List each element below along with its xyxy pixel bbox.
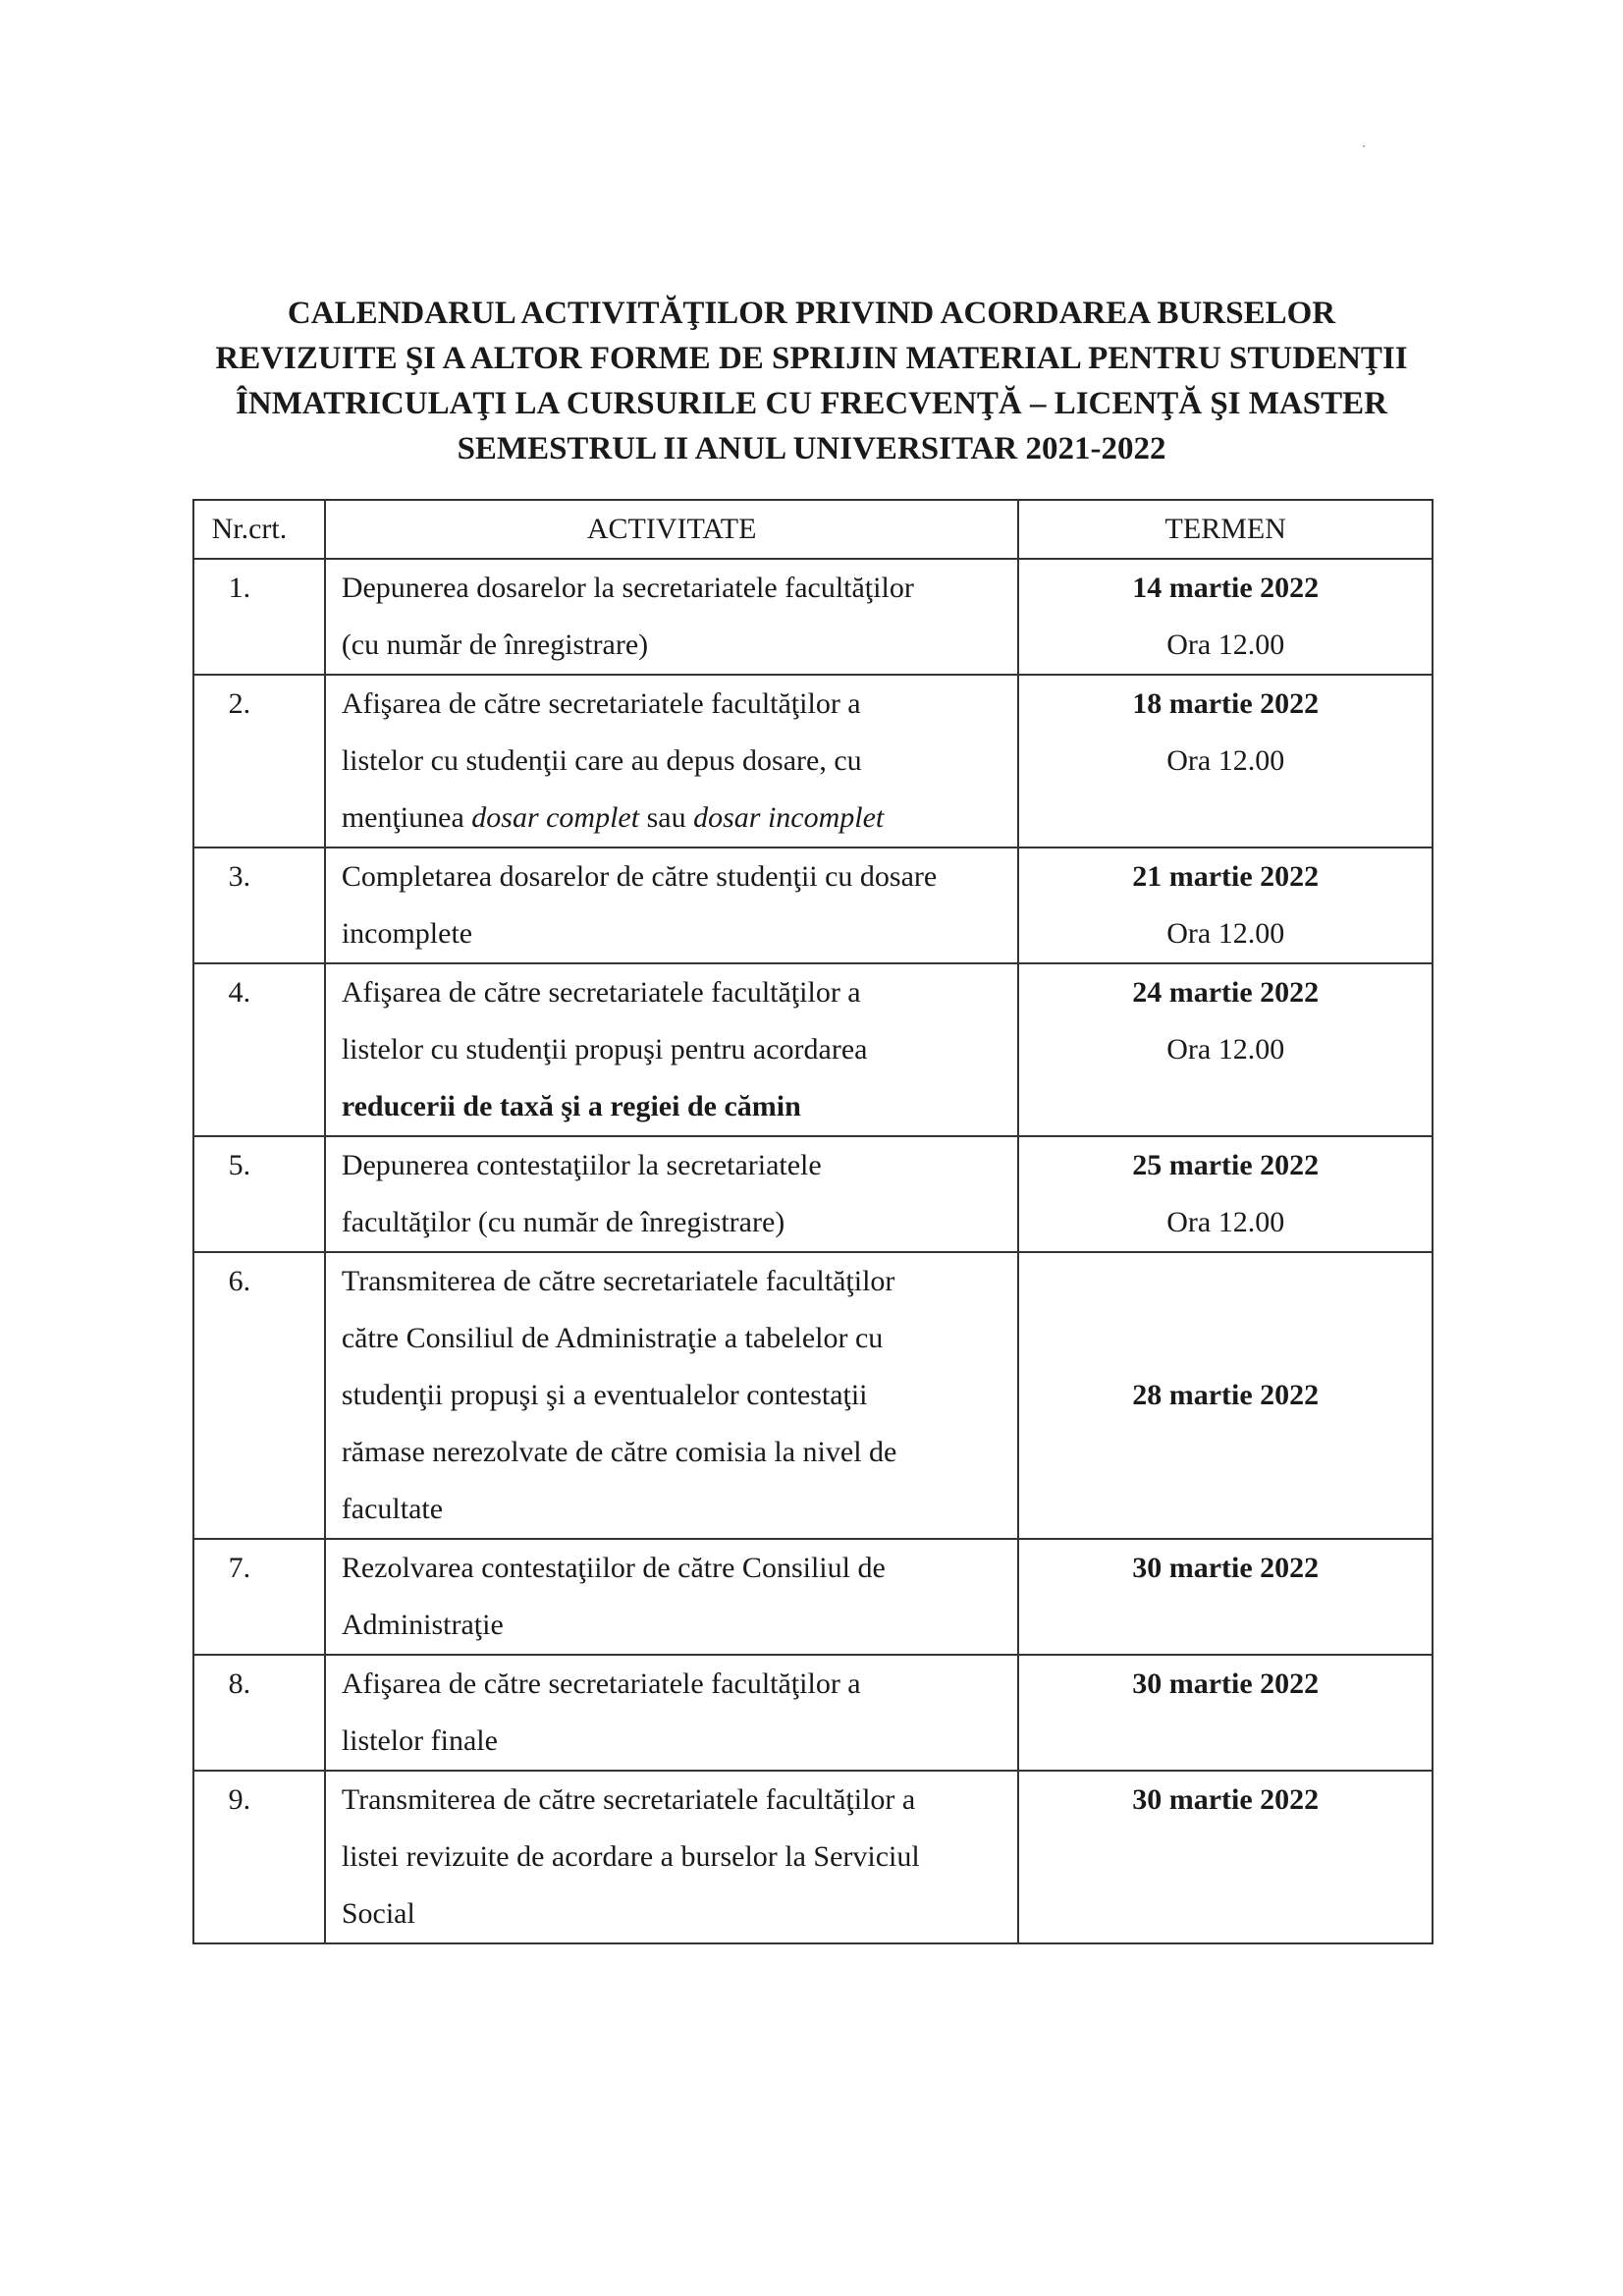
term-date: 30 martie 2022 [1132, 1667, 1320, 1700]
term-date: 25 martie 2022 [1132, 1149, 1320, 1181]
table-header-row [193, 500, 1433, 559]
term-date: 30 martie 2022 [1132, 1552, 1320, 1584]
activity-line [342, 790, 1010, 847]
row-number: 1. [193, 559, 325, 675]
title-line-3: ÎNMATRICULAŢI LA CURSURILE CU FRECVENŢĂ – LICENŢĂ ŞI MASTER [236, 386, 1387, 421]
title-line-2: REVIZUITE ŞI A ALTOR FORME DE SPRIJIN MATERIAL PENTRU STUDENŢII [215, 341, 1408, 376]
row-term [1018, 963, 1433, 1136]
row-activity [325, 847, 1019, 963]
term-date: 18 martie 2022 [1132, 687, 1320, 720]
activity-italic-text: dosar incomplet [693, 801, 885, 834]
activity-bold-line: reducerii de taxă şi a regiei de cămin [341, 1090, 801, 1122]
activity-line: Depunerea contestaţiilor la secretariatele [341, 1149, 822, 1181]
activity-line: Transmiterea de către secretariatele facultăţilor a [341, 1783, 916, 1816]
activity-italic-text: dosar complet [471, 801, 640, 834]
term-date: 30 martie 2022 [1132, 1783, 1320, 1816]
row-number: 3. [193, 847, 325, 963]
term-hour: Ora 12.00 [1166, 629, 1285, 661]
activity-line: Social [341, 1897, 415, 1930]
row-activity [325, 1655, 1019, 1771]
row-number: 9. [193, 1771, 325, 1943]
activity-text: menţiunea [341, 801, 472, 834]
row-activity [325, 675, 1019, 847]
activity-line: rămase nerezolvate de către comisia la nivel de [341, 1436, 897, 1468]
activity-line: către Consiliul de Administraţie a tabelelor cu [341, 1322, 884, 1354]
activity-line: listei revizuite de acordare a burselor la Serviciul [341, 1840, 920, 1873]
row-activity [325, 963, 1019, 1136]
activity-line: Transmiterea de către secretariatele facultăţilor [341, 1265, 895, 1297]
activity-line: Afişarea de către secretariatele facultăţilor a [341, 687, 861, 720]
row-activity [325, 1539, 1019, 1655]
activity-line: Completarea dosarelor de către studenţii cu dosare [341, 860, 938, 893]
table-row [193, 675, 1433, 847]
table-row [193, 1136, 1433, 1252]
term-date: 21 martie 2022 [1132, 860, 1320, 893]
document-title [147, 291, 1476, 471]
header-activity: ACTIVITATE [325, 500, 1019, 559]
activity-line: Afişarea de către secretariatele facultăţilor a [341, 976, 861, 1009]
row-activity [325, 1771, 1019, 1943]
row-number: 6. [193, 1252, 325, 1539]
row-term [1018, 847, 1433, 963]
activity-line: (cu număr de înregistrare) [341, 629, 649, 661]
table-row [193, 1252, 1433, 1539]
activity-line: listelor cu studenţii propuşi pentru acordarea [341, 1033, 868, 1066]
title-line-4: SEMESTRUL II ANUL UNIVERSITAR 2021-2022 [457, 431, 1166, 466]
row-term [1018, 1655, 1433, 1771]
row-activity [325, 1252, 1019, 1539]
activity-line: Administraţie [341, 1609, 504, 1641]
row-number: 7. [193, 1539, 325, 1655]
term-date: 14 martie 2022 [1132, 572, 1320, 604]
row-number: 8. [193, 1655, 325, 1771]
header-term: TERMEN [1018, 500, 1433, 559]
term-hour: Ora 12.00 [1166, 1033, 1285, 1066]
activities-table [192, 499, 1434, 1944]
row-number: 2. [193, 675, 325, 847]
row-term [1018, 1136, 1433, 1252]
activity-line: listelor cu studenţii care au depus dosare, cu [341, 744, 862, 777]
activity-line: Afişarea de către secretariatele facultăţilor a [341, 1667, 861, 1700]
activity-line: facultăţilor (cu număr de înregistrare) [341, 1206, 785, 1238]
row-activity [325, 1136, 1019, 1252]
table-row [193, 559, 1433, 675]
header-nr: Nr.crt. [193, 500, 325, 559]
row-term [1018, 1252, 1433, 1539]
term-hour: Ora 12.00 [1166, 1206, 1285, 1238]
term-hour: Ora 12.00 [1166, 744, 1285, 777]
row-term [1018, 675, 1433, 847]
title-line-1: CALENDARUL ACTIVITĂŢILOR PRIVIND ACORDAREA BURSELOR [287, 296, 1336, 331]
term-date: 28 martie 2022 [1132, 1379, 1320, 1411]
activity-line: studenţii propuşi şi a eventualelor contestaţii [341, 1379, 868, 1411]
row-term [1018, 1539, 1433, 1655]
term-date: 24 martie 2022 [1132, 976, 1320, 1009]
table-row [193, 847, 1433, 963]
row-activity [325, 559, 1019, 675]
term-hour: Ora 12.00 [1166, 917, 1285, 950]
table-row [193, 1655, 1433, 1771]
table-row [193, 963, 1433, 1136]
activity-line: incomplete [341, 917, 473, 950]
activity-line: Depunerea dosarelor la secretariatele facultăţilor [341, 572, 914, 604]
row-number: 5. [193, 1136, 325, 1252]
scan-speck [1363, 145, 1365, 147]
row-term [1018, 1771, 1433, 1943]
row-number: 4. [193, 963, 325, 1136]
activity-line: facultate [341, 1493, 444, 1525]
activity-text: sau [639, 801, 694, 834]
activity-line: Rezolvarea contestaţiilor de către Consiliul de [341, 1552, 886, 1584]
table-row [193, 1771, 1433, 1943]
activity-line: listelor finale [341, 1724, 498, 1757]
table-row [193, 1539, 1433, 1655]
row-term [1018, 559, 1433, 675]
